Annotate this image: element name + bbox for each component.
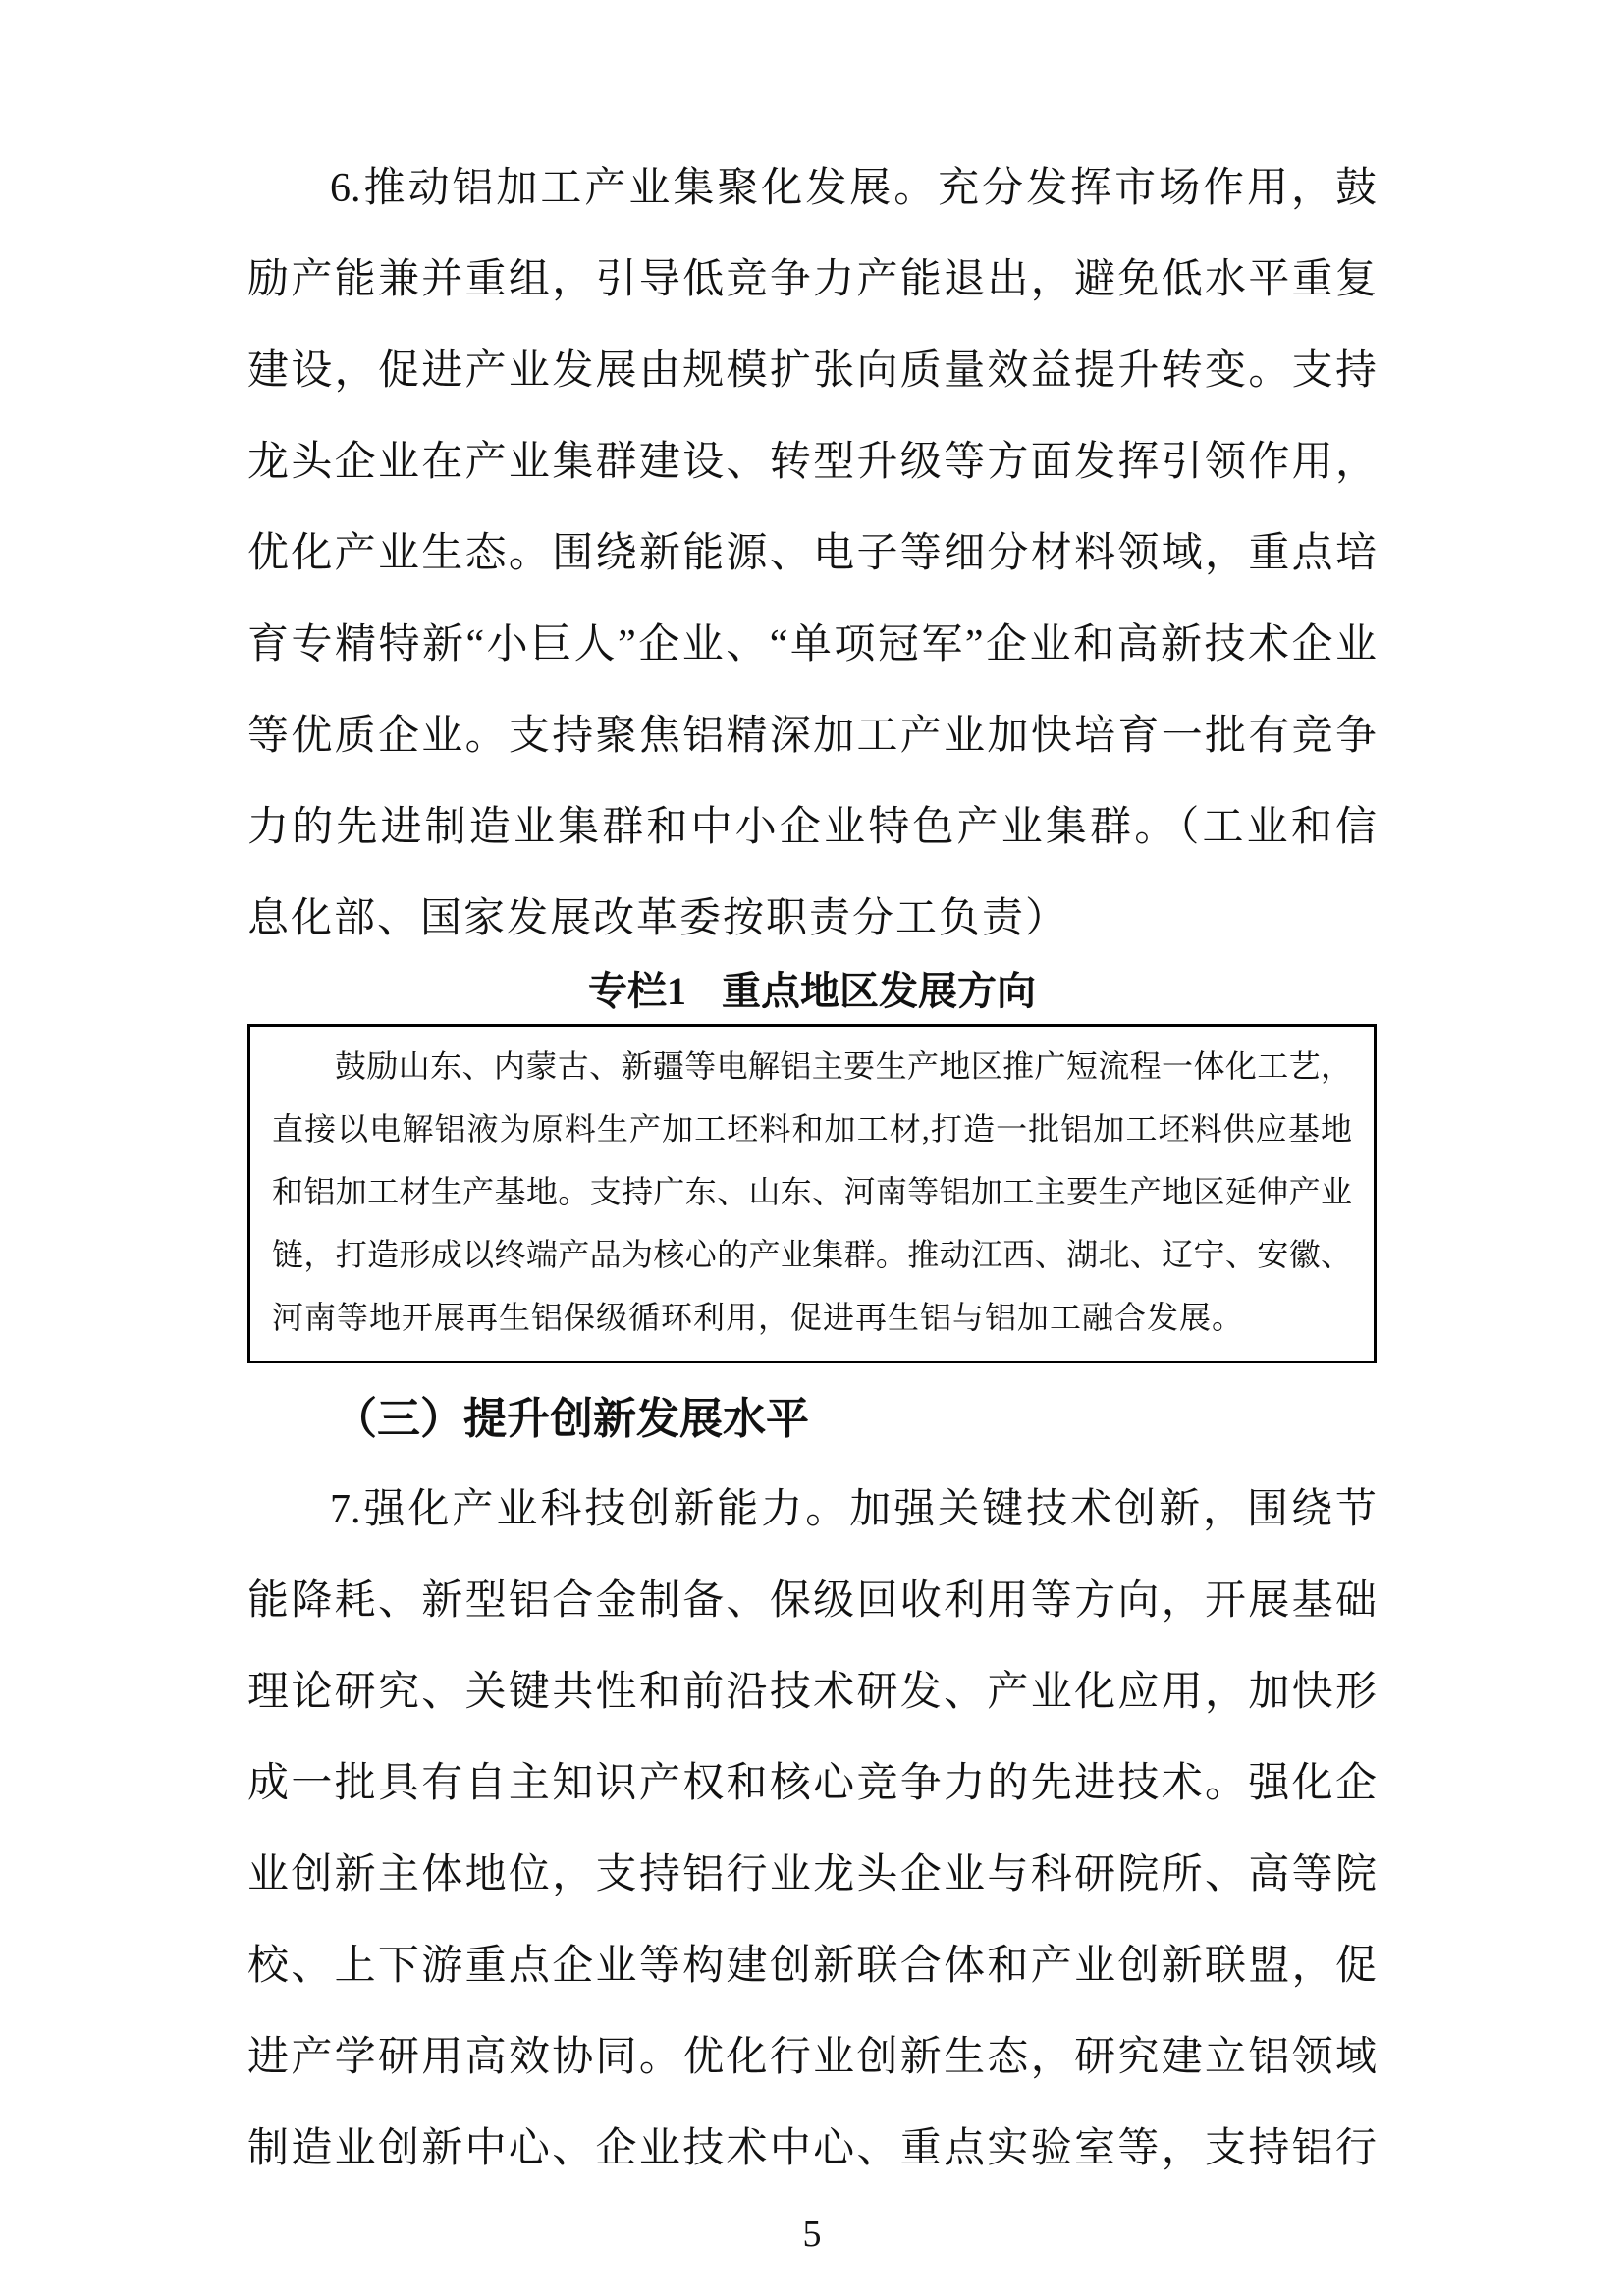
paragraph-line: 进产学研用高效协同。优化行业创新生态，研究建立铝领域: [247, 2035, 1377, 2080]
box-line: 和铝加工材生产基地。支持广东、山东、河南等铝加工主要生产地区延伸产业: [272, 1174, 1352, 1209]
paragraph-line: 等优质企业。支持聚焦铝精深加工产业加快培育一批有竞争: [247, 714, 1377, 759]
box-title-text: 重点地区发展方向: [722, 969, 1036, 1013]
paragraph-line: 能降耗、新型铝合金制备、保级回收利用等方向，开展基础: [247, 1578, 1377, 1624]
paragraph-line: 优化产业生态。围绕新能源、电子等细分材料领域，重点培: [247, 531, 1377, 576]
paragraph-line: 建设，促进产业发展由规模扩张向质量效益提升转变。支持: [247, 348, 1377, 394]
paragraph-line: 育专精特新“小巨人”企业、“单项冠军”企业和高新技术企业: [247, 622, 1377, 667]
paragraph-7: [247, 1465, 1377, 2195]
paragraph-6: [247, 143, 1377, 965]
box-heading: [247, 967, 1377, 1016]
highlight-box: [247, 1024, 1377, 1363]
paragraph-line: 成一批具有自主知识产权和核心竞争力的先进技术。强化企: [247, 1761, 1377, 1806]
paragraph-line: 校、上下游重点企业等构建创新联合体和产业创新联盟，促: [247, 1944, 1377, 1989]
paragraph-line: 7.强化产业科技创新能力。加强关键技术创新，围绕节: [330, 1487, 1377, 1532]
box-label: 专栏1: [588, 969, 686, 1013]
box-line: 链，打造形成以终端产品为核心的产业集群。推动江西、湖北、辽宁、安徽、: [272, 1237, 1352, 1272]
section-heading: （三）提升创新发展水平: [334, 1395, 809, 1443]
paragraph-line: 6.推动铝加工产业集聚化发展。充分发挥市场作用，鼓: [330, 166, 1377, 211]
box-line: 鼓励山东、内蒙古、新疆等电解铝主要生产地区推广短流程一体化工艺，: [335, 1048, 1352, 1084]
box-line: 直接以电解铝液为原料生产加工坯料和加工材,打造一批铝加工坯料供应基地: [272, 1111, 1352, 1147]
paragraph-line: 制造业创新中心、企业技术中心、重点实验室等，支持铝行: [247, 2126, 1377, 2171]
page-number: 5: [802, 2214, 822, 2255]
paragraph-line: 理论研究、关键共性和前沿技术研发、产业化应用，加快形: [247, 1670, 1377, 1715]
paragraph-line: 力的先进制造业集群和中小企业特色产业集群。（工业和信: [247, 805, 1377, 850]
paragraph-line: 龙头企业在产业集群建设、转型升级等方面发挥引领作用，: [247, 440, 1377, 485]
paragraph-line: 息化部、国家发展改革委按职责分工负责）: [247, 896, 1069, 941]
paragraph-line: 业创新主体地位，支持铝行业龙头企业与科研院所、高等院: [247, 1852, 1377, 1897]
paragraph-line: 励产能兼并重组，引导低竞争力产能退出，避免低水平重复: [247, 257, 1377, 302]
text-column: [247, 0, 1377, 2260]
box-line: 河南等地开展再生铝保级循环利用，促进再生铝与铝加工融合发展。: [272, 1300, 1245, 1335]
